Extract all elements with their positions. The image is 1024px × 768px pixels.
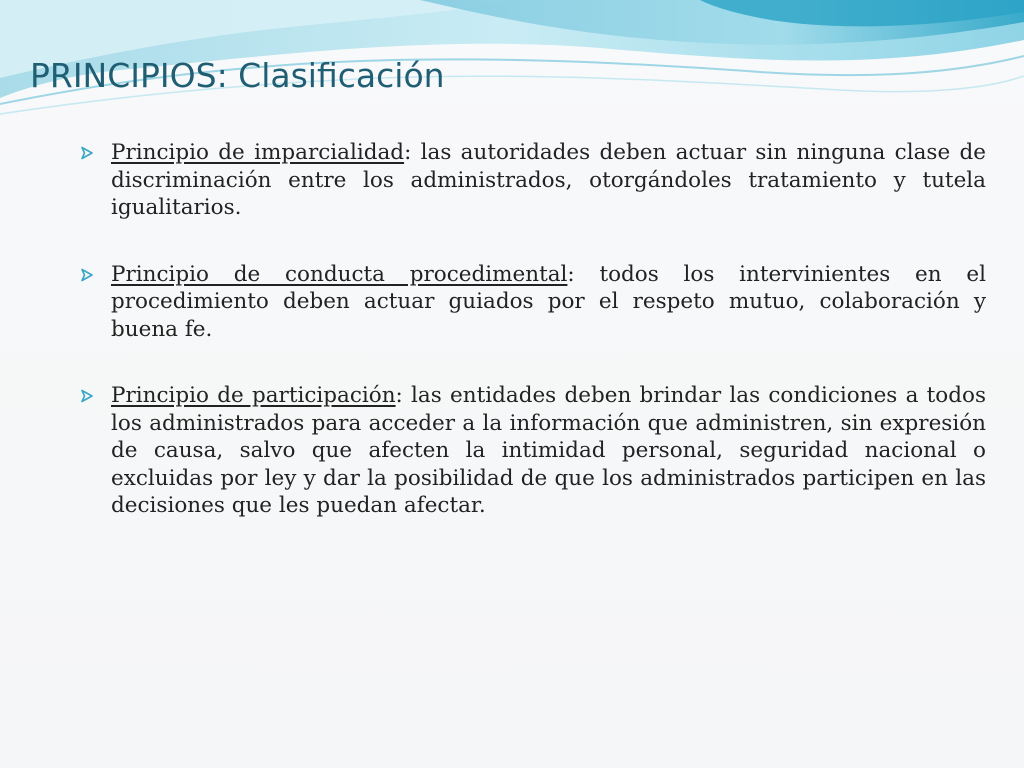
bullet-imparcialidad <box>80 139 986 222</box>
slide-title: PRINCIPIOS: Clasificación <box>30 56 445 95</box>
arrow-bullet-icon <box>80 268 94 282</box>
arrow-bullet-icon <box>80 146 94 160</box>
bullet-body: : las autoridades deben actuar sin ninguna clase de discriminación entre los administrados, otorgándoles tratamiento y tutela igualitarios. <box>111 140 986 220</box>
bullet-term: Principio de participación <box>111 383 396 408</box>
bullet-term: Principio de imparcialidad <box>111 140 405 165</box>
bullet-text <box>111 139 986 222</box>
bullet-conducta-procedimental <box>80 261 986 344</box>
bullet-list <box>80 139 986 559</box>
bullet-body: : las entidades deben brindar las condiciones a todos los administrados para acceder a la información que administren, sin expresión de causa, salvo que afecten la intimidad personal, seguridad nacional o excluidas por ley y dar la posibilidad de que los administrados participen en las decisiones que les puedan afectar. <box>111 383 986 518</box>
arrow-bullet-icon <box>80 389 94 403</box>
bullet-term: Principio de conducta procedimental <box>111 261 568 287</box>
bullet-body: : todos los intervinientes en el procedimiento deben actuar guiados por el respeto mutuo, colaboración y buena fe. <box>111 261 986 342</box>
bullet-participacion <box>80 382 986 520</box>
bullet-text <box>111 382 986 520</box>
bullet-text <box>111 261 986 344</box>
